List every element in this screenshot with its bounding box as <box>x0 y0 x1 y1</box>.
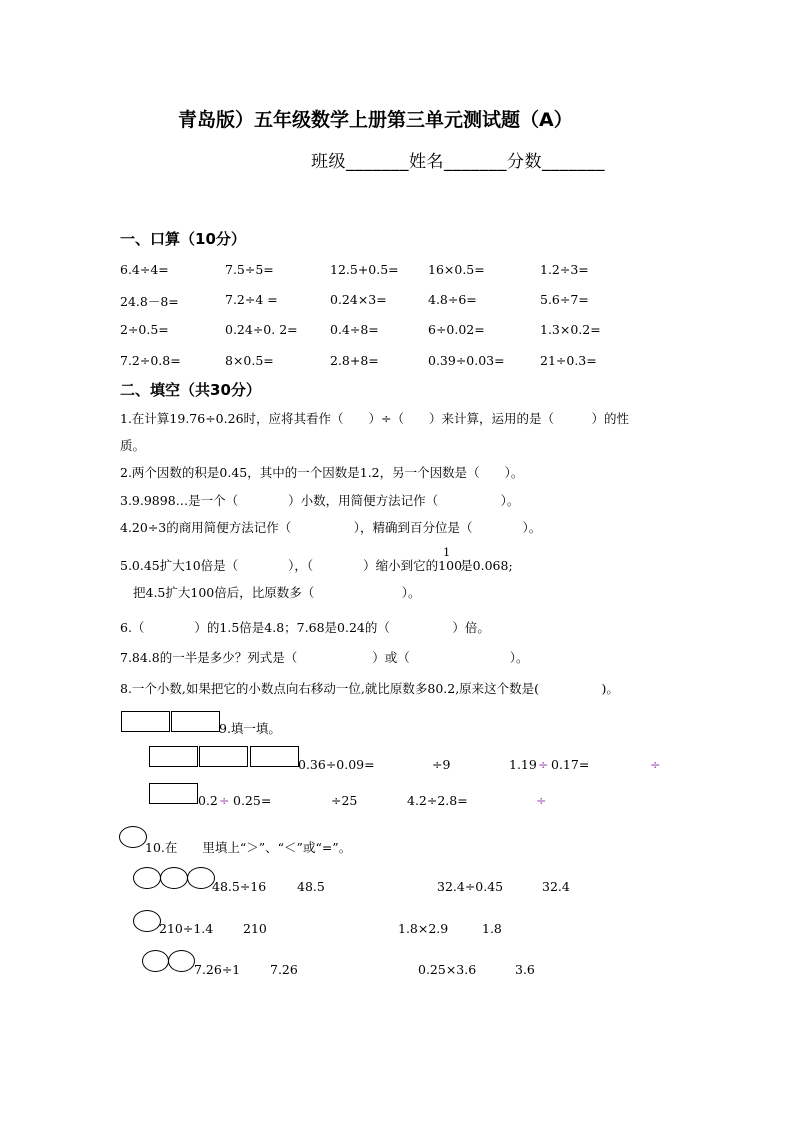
calc-item: 7.5÷5= <box>225 262 274 277</box>
answer-box[interactable] <box>149 783 198 804</box>
compare-left: 32.4÷0.45 <box>437 879 504 894</box>
calc-item: 1.3×0.2= <box>540 322 601 337</box>
calc-item: 1.2÷3= <box>540 262 589 277</box>
answer-box[interactable] <box>199 746 248 767</box>
question-1-line-2: 质。 <box>120 438 146 453</box>
calc-item: 16×0.5= <box>428 262 485 277</box>
answer-box[interactable] <box>250 746 299 767</box>
question-5-line-1 <box>120 546 513 574</box>
fill-expression: 0.25= <box>233 793 272 808</box>
answer-box[interactable] <box>121 711 170 732</box>
compare-circle[interactable] <box>133 910 161 932</box>
compare-circle[interactable] <box>168 950 195 972</box>
question-4: 4.20÷3的商用简便方法记作（ ），精确到百分位是（ ）。 <box>120 520 542 535</box>
divide-sign: ÷ <box>536 793 547 808</box>
question-7: 7.84.8的一半是多少？列式是（ ）或（ ）。 <box>120 650 529 665</box>
compare-right: 7.26 <box>270 962 298 977</box>
compare-circle[interactable] <box>133 867 161 889</box>
fill-expression: 0.2 <box>198 793 218 808</box>
answer-box[interactable] <box>149 746 198 767</box>
compare-right: 48.5 <box>297 879 325 894</box>
fill-expression: ÷25 <box>331 793 358 808</box>
section-2-heading: 二、填空（共30分） <box>120 381 261 399</box>
fill-expression: 4.2÷2.8= <box>407 793 468 808</box>
calc-item: 0.39÷0.03= <box>428 353 505 368</box>
fill-expression: 1.19 <box>509 757 537 772</box>
compare-left: 210÷1.4 <box>159 921 214 936</box>
fraction-numerator: 1 <box>443 546 451 559</box>
fill-expression: 0.36÷0.09= <box>298 757 375 772</box>
calc-item: 6÷0.02= <box>428 322 485 337</box>
fill-expression: 0.17= <box>551 757 590 772</box>
question-2: 2.两个因数的积是0.45，其中的一个因数是1.2，另一个因数是（ ）。 <box>120 465 524 480</box>
compare-right: 210 <box>243 921 267 936</box>
calc-item: 8×0.5= <box>225 353 274 368</box>
fraction-one-hundredth <box>438 546 463 573</box>
calc-item: 0.24÷0. 2= <box>225 322 298 337</box>
calc-item: 2.8+8= <box>330 353 379 368</box>
compare-left: 48.5÷16 <box>212 879 267 894</box>
divide-sign: ÷ <box>538 757 549 772</box>
page-title: 青岛版）五年级数学上册第三单元测试题（A） <box>178 109 573 131</box>
compare-right: 1.8 <box>482 921 502 936</box>
calc-item: 7.2÷4 = <box>225 292 278 307</box>
question-9-label: 9.填一填。 <box>219 721 281 736</box>
question-10-label: 10.在 里填上“＞”、“＜”或“=”。 <box>145 840 352 855</box>
student-info-line: 班级_______姓名_______分数_______ <box>311 152 605 172</box>
question-5-text-after: 是0.068; <box>460 558 513 573</box>
answer-box[interactable] <box>171 711 220 732</box>
question-1-line-1: 1.在计算19.76÷0.26时，应将其看作（ ）÷（ ）来计算，运用的是（ ）的性 <box>120 411 629 426</box>
calc-item: 12.5+0.5= <box>330 262 399 277</box>
compare-circle[interactable] <box>160 867 188 889</box>
divide-sign: ÷ <box>219 793 230 808</box>
fill-expression: ÷9 <box>432 757 451 772</box>
compare-right: 3.6 <box>515 962 535 977</box>
compare-circle[interactable] <box>187 867 215 889</box>
calc-item: 7.2÷0.8= <box>120 353 181 368</box>
calc-item: 4.8÷6= <box>428 292 477 307</box>
calc-item: 2÷0.5= <box>120 322 169 337</box>
compare-left: 7.26÷1 <box>194 962 241 977</box>
calc-item: 0.24×3= <box>330 292 387 307</box>
question-3: 3.9.9898…是一个（ ）小数，用简便方法记作（ ）。 <box>120 493 520 508</box>
compare-left: 0.25×3.6 <box>418 962 477 977</box>
compare-circle[interactable] <box>142 950 169 972</box>
section-1-heading: 一、口算（10分） <box>120 230 246 248</box>
divide-sign: ÷ <box>650 757 661 772</box>
calc-item: 0.4÷8= <box>330 322 379 337</box>
compare-right: 32.4 <box>542 879 570 894</box>
question-5-text-before: 5.0.45扩大10倍是（ ），（ ）缩小到它的 <box>120 558 439 573</box>
calc-item: 5.6÷7= <box>540 292 589 307</box>
compare-left: 1.8×2.9 <box>398 921 449 936</box>
question-5-line-2: 把4.5扩大100倍后，比原数多（ ）。 <box>133 585 421 600</box>
compare-circle[interactable] <box>119 826 147 848</box>
calc-item: 24.8－8= <box>120 294 179 309</box>
fraction-denominator: 100 <box>438 558 463 573</box>
question-8: 8.一个小数,如果把它的小数点向右移动一位,就比原数多80.2,原来这个数是( )。 <box>120 681 619 696</box>
calc-item: 6.4÷4= <box>120 262 169 277</box>
calc-item: 21÷0.3= <box>540 353 597 368</box>
question-6: 6.（ ）的1.5倍是4.8；7.68是0.24的（ ）倍。 <box>120 620 490 635</box>
